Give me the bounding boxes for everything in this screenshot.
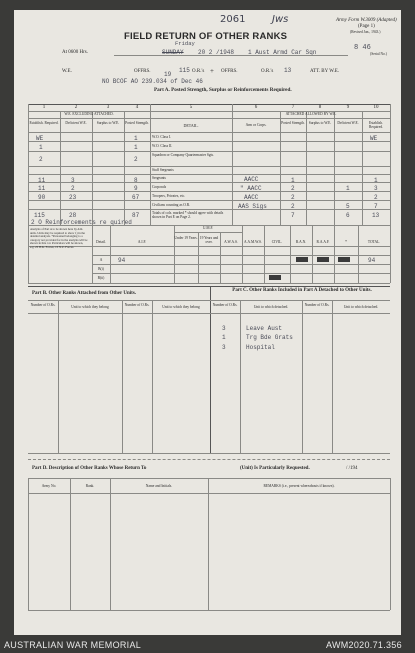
detail-woI: W.O. Class I.	[152, 135, 172, 139]
at-hours-label: At 0600 Hrs.	[62, 50, 88, 55]
part-c-unit: Trg Bde Grats	[246, 334, 293, 341]
cell: AAS Sigs	[238, 203, 267, 210]
analysis-row-label: B(i)	[98, 267, 104, 271]
cell: AACC	[244, 194, 259, 201]
total-cell: 87	[132, 212, 140, 219]
h-surplus-att: Surplus to W.E.	[308, 121, 332, 125]
part-c-h-num2: Number of O.Rs.	[304, 303, 330, 307]
analysis-h-umf: U.M.F.	[202, 226, 214, 230]
cell: 1	[346, 185, 350, 192]
initials-handwritten: Jws	[272, 14, 289, 25]
att-label: ATT. BY W.E.	[310, 69, 340, 74]
col-number: 6	[254, 105, 258, 110]
cell: 11	[38, 177, 46, 184]
detail-tpr: Troopers, Privates, etc.	[152, 194, 186, 198]
detail-civ: Civilians counting as O.R.	[152, 203, 191, 207]
part-d-h-name: Name and Initials.	[145, 484, 173, 488]
cell: 2	[39, 156, 43, 163]
cell: 2	[134, 156, 138, 163]
day-typed: Friday	[175, 40, 195, 47]
analysis-h-total: TOTAL.	[367, 240, 381, 244]
analysis-h-star: *	[345, 240, 347, 244]
part-d-h-armyno: Army No.	[41, 484, 57, 488]
part-b-h-num2: Number of O.Rs.	[124, 303, 150, 307]
total-cell: 7	[291, 212, 295, 219]
ors-label: O.R.'s	[192, 69, 205, 74]
part-c-num: 3	[222, 344, 226, 351]
detail-cpl: Corporals	[152, 185, 167, 189]
analysis-h-awas: A.W.A.S.	[224, 240, 238, 244]
part-c-num: 3	[222, 325, 226, 332]
page-title: FIELD RETURN OF OTHER RANKS	[124, 31, 288, 42]
analysis-row-label: A	[99, 258, 103, 262]
serial-value: 8 46	[354, 44, 371, 52]
blacked-cell	[269, 275, 281, 280]
cell: 9	[134, 185, 138, 192]
cell: WE	[370, 135, 378, 142]
cell: 1	[374, 177, 378, 184]
total-cell: 28	[69, 212, 77, 219]
cell: " AACC	[240, 185, 262, 192]
offrs2-label: OFFRS.	[221, 69, 238, 74]
part-c-h-unit: Unit to which detached.	[253, 305, 289, 309]
footer-accession: AWM2020.71.356	[326, 640, 402, 650]
h-deficient: Deficient W.E.	[65, 121, 87, 125]
ors-value: 115	[179, 67, 190, 74]
offrs2-value: 13	[284, 67, 292, 74]
offrs-label: OFFRS.	[134, 69, 151, 74]
serial-handwritten: 2061	[220, 14, 246, 25]
analysis-h-under19: Under 19 Years.	[174, 236, 198, 240]
cell: 2	[291, 203, 295, 210]
h-posted-att: Posted Strength.	[281, 121, 305, 125]
blacked-cell	[296, 257, 308, 262]
cell: 2	[291, 194, 295, 201]
part-c-title: Part C. Other Ranks Included in Part A Detached to Other Units.	[232, 288, 372, 293]
cell: 8	[134, 177, 138, 184]
h-establish-att: Establish. Required.	[368, 121, 384, 130]
cell: 1	[39, 144, 43, 151]
part-c-num: 1	[222, 334, 226, 341]
total-value: 94	[368, 257, 376, 264]
col-number: 3	[106, 105, 110, 110]
cell: 7	[374, 203, 378, 210]
total-cell: 6	[346, 212, 350, 219]
blacked-cell	[317, 257, 329, 262]
we-excluding-header: W.E. EXCLUDING ATTACHED.	[64, 112, 114, 116]
analysis-note: Analysis of Part A to be shown here by ALL units. Units may be required to show 1) in the detailed analysis. *Personnel belonging to a category not provided for in the analysis will be shown in this col. Particulars will be shown, e.g. 2S H.K. Forces, 1S N.Z. Forces.	[30, 227, 88, 249]
cell: 5	[346, 203, 350, 210]
cell: 2	[291, 185, 295, 192]
cell: 2	[374, 194, 378, 201]
detail-header: DETAIL.	[183, 123, 199, 128]
analysis-h-civil: CIVIL.	[271, 240, 283, 244]
cell: 1	[291, 177, 295, 184]
part-d-title: Part D. Description of Other Ranks Whose Return To	[32, 466, 147, 471]
unit-typed: 1 Aust Armd Car Sqn	[248, 49, 317, 56]
part-d-h-rank: Rank.	[85, 484, 95, 488]
analysis-h-aamws: A.A.M.W.S.	[244, 240, 262, 244]
part-b-h-num: Number of O.Rs.	[30, 303, 56, 307]
total-cell: 115	[34, 212, 45, 219]
total-cell: 13	[372, 212, 380, 219]
part-b-h-unit2: Unit to which they belong	[162, 305, 200, 309]
part-d-h-remarks: REMARKS (i.e., present whereabouts if known).	[263, 484, 335, 488]
cell: AACC	[244, 176, 259, 183]
revised-label: (Revised Jan., 1943.)	[350, 30, 381, 34]
aif-value: 94	[118, 257, 126, 264]
part-c-h-num: Number of O.Rs.	[212, 303, 238, 307]
offrs-value: 19	[164, 71, 172, 78]
cell: 1	[134, 144, 138, 151]
detail-ssgt: Staff Sergeants	[152, 168, 174, 172]
part-c-h-unit2: Unit to which detached.	[343, 305, 379, 309]
cell: WE	[36, 135, 44, 142]
part-a-title: Part A. Posted Strength, Surplus or Reinforcements Required.	[154, 87, 292, 93]
part-b-title: Part B. Other Ranks Attached from Other Units.	[32, 291, 137, 296]
h-establish: Establish. Required.	[29, 121, 59, 125]
cell: 67	[132, 194, 140, 201]
detail-sqms: Squadron or Company Quartermaster Sgts.	[152, 153, 214, 157]
analysis-h-over19: 19 Years and over.	[199, 236, 219, 245]
h-posted: Posted Strength.	[125, 121, 149, 125]
part-c-unit: Hospital	[246, 344, 275, 351]
part-c-unit: Leave Aust	[246, 325, 283, 332]
col-number: 10	[373, 105, 379, 110]
detail-woII: W.O. Class II.	[152, 144, 173, 148]
day-struck: SUNDAY	[162, 49, 184, 56]
plus-sign: +	[210, 67, 214, 75]
page-label: (Page 1)	[358, 24, 375, 29]
col-number: 4	[135, 105, 139, 110]
col-number: 2	[74, 105, 78, 110]
analysis-h-raaf: R.A.A.F.	[316, 240, 330, 244]
h-arm-corps: Arm or Corps.	[245, 123, 267, 127]
serial-label: (Serial No.)	[370, 52, 387, 56]
analysis-h-ran: R.A.N.	[295, 240, 307, 244]
detail-totals: Totals of cols. marked * should agree with details shown in Part E on Page 2.	[152, 211, 224, 220]
col-number: 8	[318, 105, 322, 110]
col-number: 7	[291, 105, 295, 110]
h-deficient-att: Deficient W.E.	[337, 121, 359, 125]
cell: 11	[38, 185, 46, 192]
detail-sgt: Sergeants	[152, 176, 166, 180]
form-number: Army Form W.3009 (Adapted)	[336, 18, 397, 23]
part-d-unit-label: (Unit) Is Particularly Requested.	[240, 466, 310, 471]
footer-credit: AUSTRALIAN WAR MEMORIAL	[4, 640, 142, 650]
cell: 2	[71, 185, 75, 192]
form-sheet	[14, 10, 401, 635]
h-surplus: Surplus to W.E.	[96, 121, 120, 125]
reinforcement-note: 2 O Reinforcements re quired	[31, 219, 132, 226]
col-number: 9	[346, 105, 350, 110]
col-number: 1	[42, 105, 46, 110]
cell: 3	[71, 177, 75, 184]
reference-typed: NO BCOF AO 239.034 of Dec 46	[102, 78, 203, 85]
col-number: 5	[189, 105, 193, 110]
blacked-cell	[338, 257, 350, 262]
analysis-row-label: B(ii)	[97, 276, 105, 280]
we-label: W.E.	[62, 69, 72, 74]
analysis-h-aif: A.I.F.	[137, 240, 147, 244]
ors2-label: O.R.'s	[261, 69, 274, 74]
part-d-date: / /194	[346, 466, 358, 471]
cell: 23	[69, 194, 77, 201]
attached-allowed-header: ATTACHED ALLOWED BY W.E.	[285, 112, 337, 116]
cell: 1	[134, 135, 138, 142]
analysis-h-detail: Detail.	[96, 240, 106, 244]
cell: 90	[38, 194, 46, 201]
cell: 3	[374, 185, 378, 192]
date-typed: 20 2 /1948	[198, 49, 235, 56]
part-b-h-unit: Unit to which they belong	[71, 305, 109, 309]
